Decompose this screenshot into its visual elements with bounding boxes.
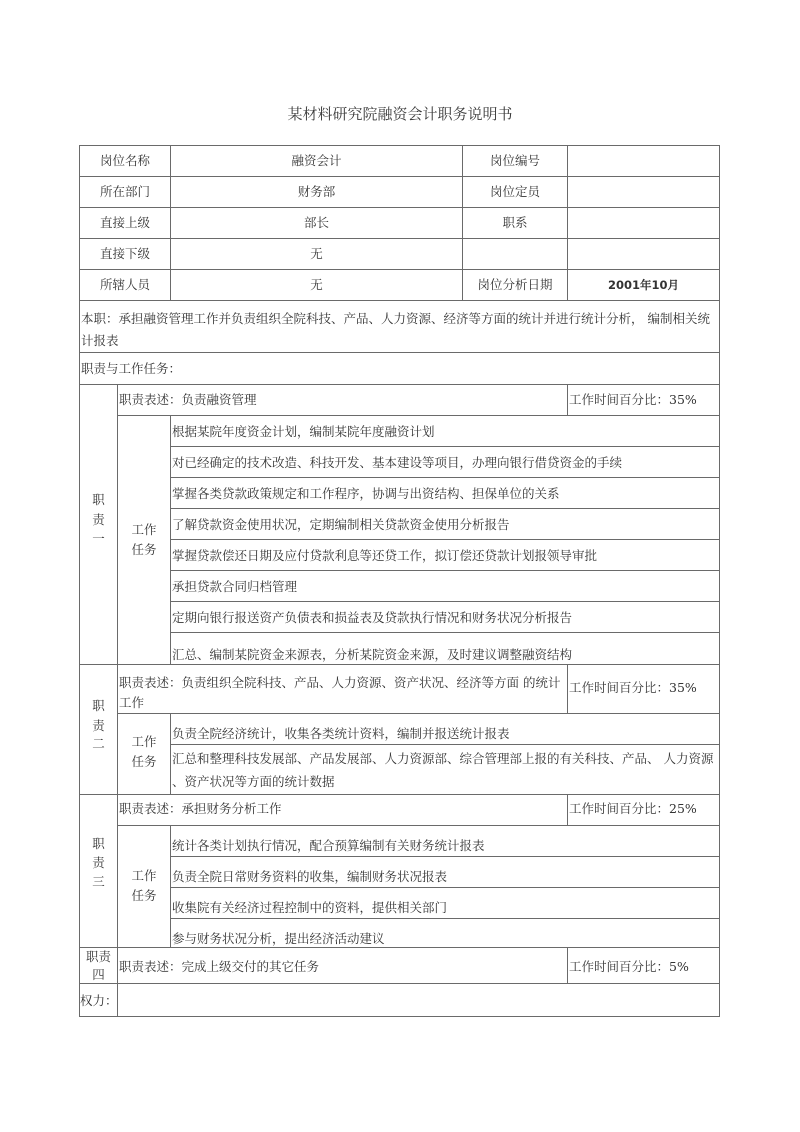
duty-4-time-pct: 工作时间百分比：5% [569, 959, 689, 974]
headcount-label: 岗位定员 [489, 184, 540, 199]
duty-1-task: 定期向银行报送资产负债表和损益表及贷款执行情况和财务状况分析报告 [172, 610, 573, 625]
duty-2-label-3: 二 [92, 736, 105, 751]
duty-4-label-1: 职责 [85, 949, 111, 964]
duty-1-task-label-1: 工作 [131, 522, 157, 537]
duty-2-statement-2: 工作 [119, 695, 145, 710]
duty-3-task-label-2: 任务 [131, 888, 157, 903]
duty-3-label-3: 三 [92, 874, 105, 889]
duty-1-label-2: 责 [92, 512, 105, 527]
duty-1-task: 根据某院年度资金计划，编制某院年度融资计划 [172, 424, 435, 439]
duty-1-task-label-2: 任务 [131, 542, 157, 557]
subordinate-value: 无 [310, 246, 323, 261]
duty-3-task: 统计各类计划执行情况，配合预算编制有关财务统计报表 [172, 838, 485, 853]
dept-value: 财务部 [297, 184, 336, 199]
duty-2-task: 汇总和整理科技发展部、产品发展部、人力资源部、综合管理部上报的有关科技、产品、 人力资源 [172, 751, 714, 766]
duty-4-label-2: 四 [92, 967, 105, 982]
duty-3-task: 参与财务状况分析，提出经济活动建议 [172, 931, 385, 946]
summary-line-1: 本职：承担融资管理工作并负责组织全院科技、产品、人力资源、经济等方面的统计并进行统计分析， 编制相关统 [81, 311, 710, 326]
duty-4-statement: 职责表述：完成上级交付的其它任务 [119, 959, 320, 974]
duty-1-task: 掌握贷款偿还日期及应付贷款利息等还贷工作，拟订偿还贷款计划报领导审批 [172, 548, 598, 563]
duty-1-task: 了解贷款资金使用状况，定期编制相关贷款资金使用分析报告 [172, 517, 510, 532]
authority-label: 权力： [80, 993, 118, 1008]
duty-3-task: 收集院有关经济过程控制中的资料，提供相关部门 [172, 900, 448, 915]
subordinate-label: 直接下级 [99, 246, 150, 261]
duty-3-label-1: 职 [92, 836, 105, 851]
analysis-date-value: 2001年10月 [607, 278, 679, 292]
page-title: 某材料研究院融资会计职务说明书 [287, 105, 513, 123]
duties-heading: 职责与工作任务： [81, 361, 182, 376]
duty-2-label-1: 职 [92, 698, 105, 713]
series-label: 职系 [502, 215, 528, 230]
duty-3-task-label-1: 工作 [131, 868, 157, 883]
summary-line-2: 计报表 [81, 333, 119, 348]
duty-1-task: 掌握各类贷款政策规定和工作程序，协调与出资结构、担保单位的关系 [172, 486, 560, 501]
duty-2-task-label-2: 任务 [131, 754, 157, 769]
duty-3-statement: 职责表述：承担财务分析工作 [119, 801, 282, 816]
dept-label: 所在部门 [99, 184, 150, 199]
duty-2-time-pct: 工作时间百分比：35% [569, 680, 697, 695]
duty-1-task: 对已经确定的技术改造、科技开发、基本建设等项目，办理向银行借贷资金的手续 [172, 455, 623, 470]
duty-1-statement: 职责表述：负责融资管理 [119, 392, 257, 407]
duty-2-label-2: 责 [92, 718, 105, 733]
duty-1-label-1: 职 [92, 492, 105, 507]
duty-1-task: 汇总、编制某院资金来源表，分析某院资金来源，及时建议调整融资结构 [172, 647, 573, 662]
duty-2-statement-1: 职责表述：负责组织全院科技、产品、人力资源、资产状况、经济等方面 的统计 [119, 675, 561, 690]
post-name-value: 融资会计 [291, 153, 342, 168]
duty-2-task-label-1: 工作 [131, 734, 157, 749]
post-no-label: 岗位编号 [489, 153, 540, 168]
staff-value: 无 [310, 277, 323, 292]
duty-1-time-pct: 工作时间百分比：35% [569, 392, 697, 407]
duty-2-task: 负责全院经济统计，收集各类统计资料，编制并报送统计报表 [172, 726, 510, 741]
duty-1-task: 承担贷款合同归档管理 [172, 579, 298, 594]
superior-label: 直接上级 [99, 215, 150, 230]
analysis-date-label: 岗位分析日期 [477, 277, 553, 292]
duty-1-label-3: 一 [92, 531, 105, 546]
superior-value: 部长 [303, 215, 329, 230]
duty-2-task: 、资产状况等方面的统计数据 [172, 774, 335, 789]
duty-3-label-2: 责 [92, 855, 105, 870]
duty-3-task: 负责全院日常财务资料的收集，编制财务状况报表 [172, 869, 448, 884]
staff-label: 所辖人员 [99, 277, 150, 292]
duty-3-time-pct: 工作时间百分比：25% [569, 801, 697, 816]
post-name-label: 岗位名称 [99, 153, 150, 168]
